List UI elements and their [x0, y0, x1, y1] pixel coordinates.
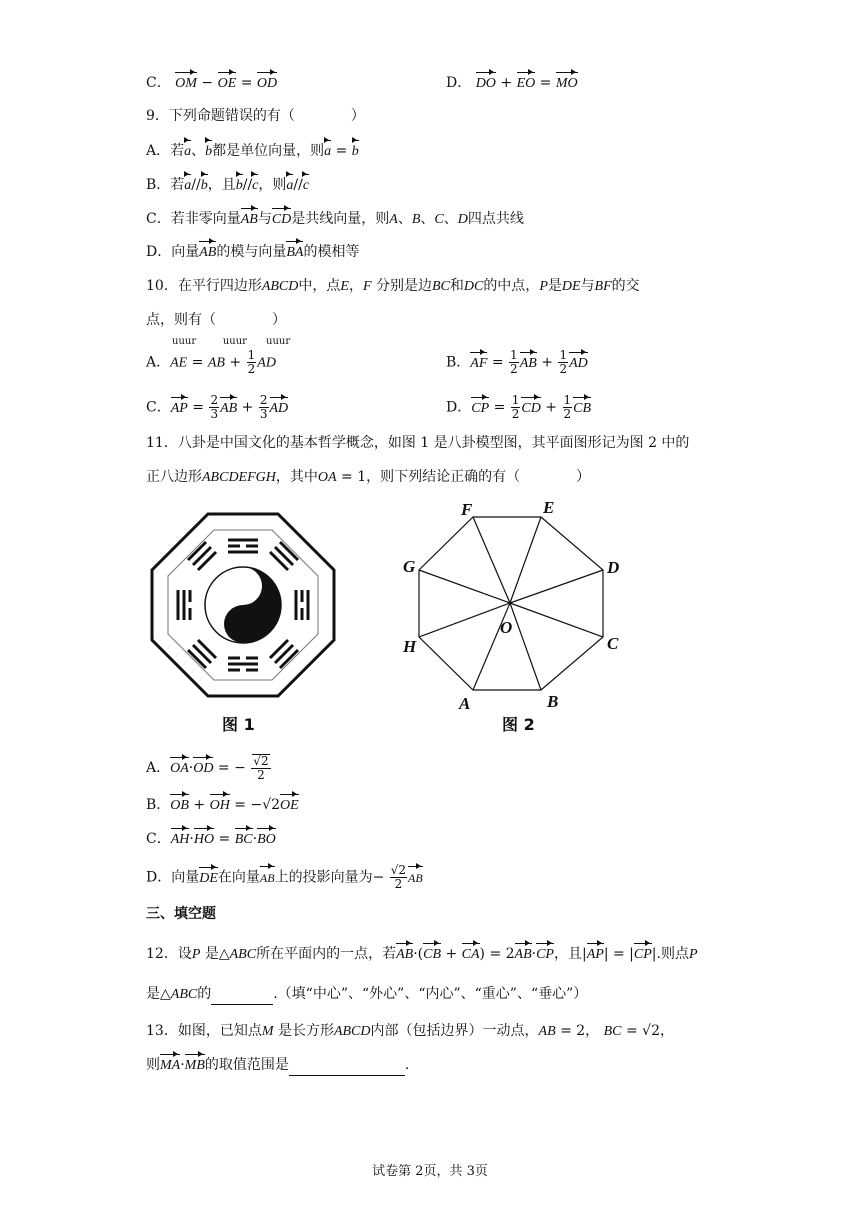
octagon-figure [395, 495, 625, 720]
q11-option-c: C．AH·HO = BC·BO [146, 829, 276, 850]
vertex-e: E [543, 498, 555, 517]
vertex-h: H [403, 637, 417, 656]
center-o: O [500, 618, 513, 637]
q10-option-b: B．AF = $\frac{1}{2}$ AB + $\frac{1}{2}$ AD [446, 348, 588, 376]
q10-option-d: D．CP = $\frac{1}{2}$ CD + $\frac{1}{2}$ CB [446, 393, 592, 421]
q11-stem-line2: 正八边形ABCDEFGH，其中OA = 1，则下列结论正确的有（ ） [146, 469, 591, 485]
q11-option-b: B．OB + OH = −√2OE [146, 795, 299, 816]
q11-stem-line1: 11．八卦是中国文化的基本哲学概念，如图 1 是八卦模型图，其平面图形记为图 2 中的 [146, 435, 690, 451]
q8-option-c: C． OM − OE = OD [146, 73, 277, 94]
q9-option-d: D．向量AB的模与向量BA的模相等 [146, 242, 359, 263]
q12-line2: 是△ABC的 .（填“中心”、“外心”、“内心”、“重心”、“垂心”） [146, 984, 587, 1005]
q12-line1: 12．设P 是△ABC所在平面内的一点，若AB·(CB + CA) = 2AB·CP，且|AP| = |CP|.则点P [146, 944, 698, 965]
q11-option-a: A．OA·OD = − $\frac{√2}{2}$ [146, 754, 269, 782]
vertex-a: A [459, 694, 471, 713]
vertex-f: F [461, 500, 473, 519]
q13-line2: 则MA·MB的取值范围是 . [146, 1055, 409, 1076]
q10-option-a: A．AE = AB + $\frac{1}{2}$ AD [146, 348, 276, 376]
vertex-d: D [607, 558, 620, 577]
q9-option-c: C．若非零向量AB与CD是共线向量，则A、B、C、D四点共线 [146, 209, 524, 230]
figure1-label: 图 1 [222, 715, 255, 734]
q9-stem: 9．下列命题错误的有（ ） [146, 108, 365, 124]
vertex-c: C [607, 634, 619, 653]
q10-uuur-marks: uuur uuur uuur [172, 336, 291, 347]
q10-stem-line1: 10．在平行四边形ABCD中，点E，F 分别是边BC和DC的中点，P是DE与BF的交 [146, 278, 640, 294]
q12-answer-blank[interactable] [211, 984, 273, 1005]
figure2-label: 图 2 [502, 715, 535, 734]
section-heading-fill-in: 三、填空题 [146, 906, 216, 922]
q13-answer-blank[interactable] [289, 1055, 405, 1076]
q9-option-b: B．若a//b，且b//c，则a//c [146, 175, 309, 196]
q10-stem-line2: 点，则有（ ） [146, 312, 286, 328]
vertex-g: G [403, 557, 416, 576]
bagua-figure [148, 510, 338, 700]
q13-line1: 13．如图，已知点M 是长方形ABCD内部（包括边界）一动点，AB = 2， BC = √2， [146, 1023, 674, 1039]
q8-option-d: D． DO + EO = MO [446, 73, 578, 94]
q11-option-d: D．向量DE在向量AB上的投影向量为− $\frac{√2}{2}$ AB [146, 863, 423, 891]
vertex-b: B [547, 692, 559, 711]
q10-option-c: C．AP = $\frac{2}{3}$ AB + $\frac{2}{3}$ AD [146, 393, 289, 421]
q9-option-a: A．若a、b都是单位向量，则a = b [146, 141, 359, 162]
page-footer: 试卷第 2页，共 3页 [372, 1164, 488, 1179]
